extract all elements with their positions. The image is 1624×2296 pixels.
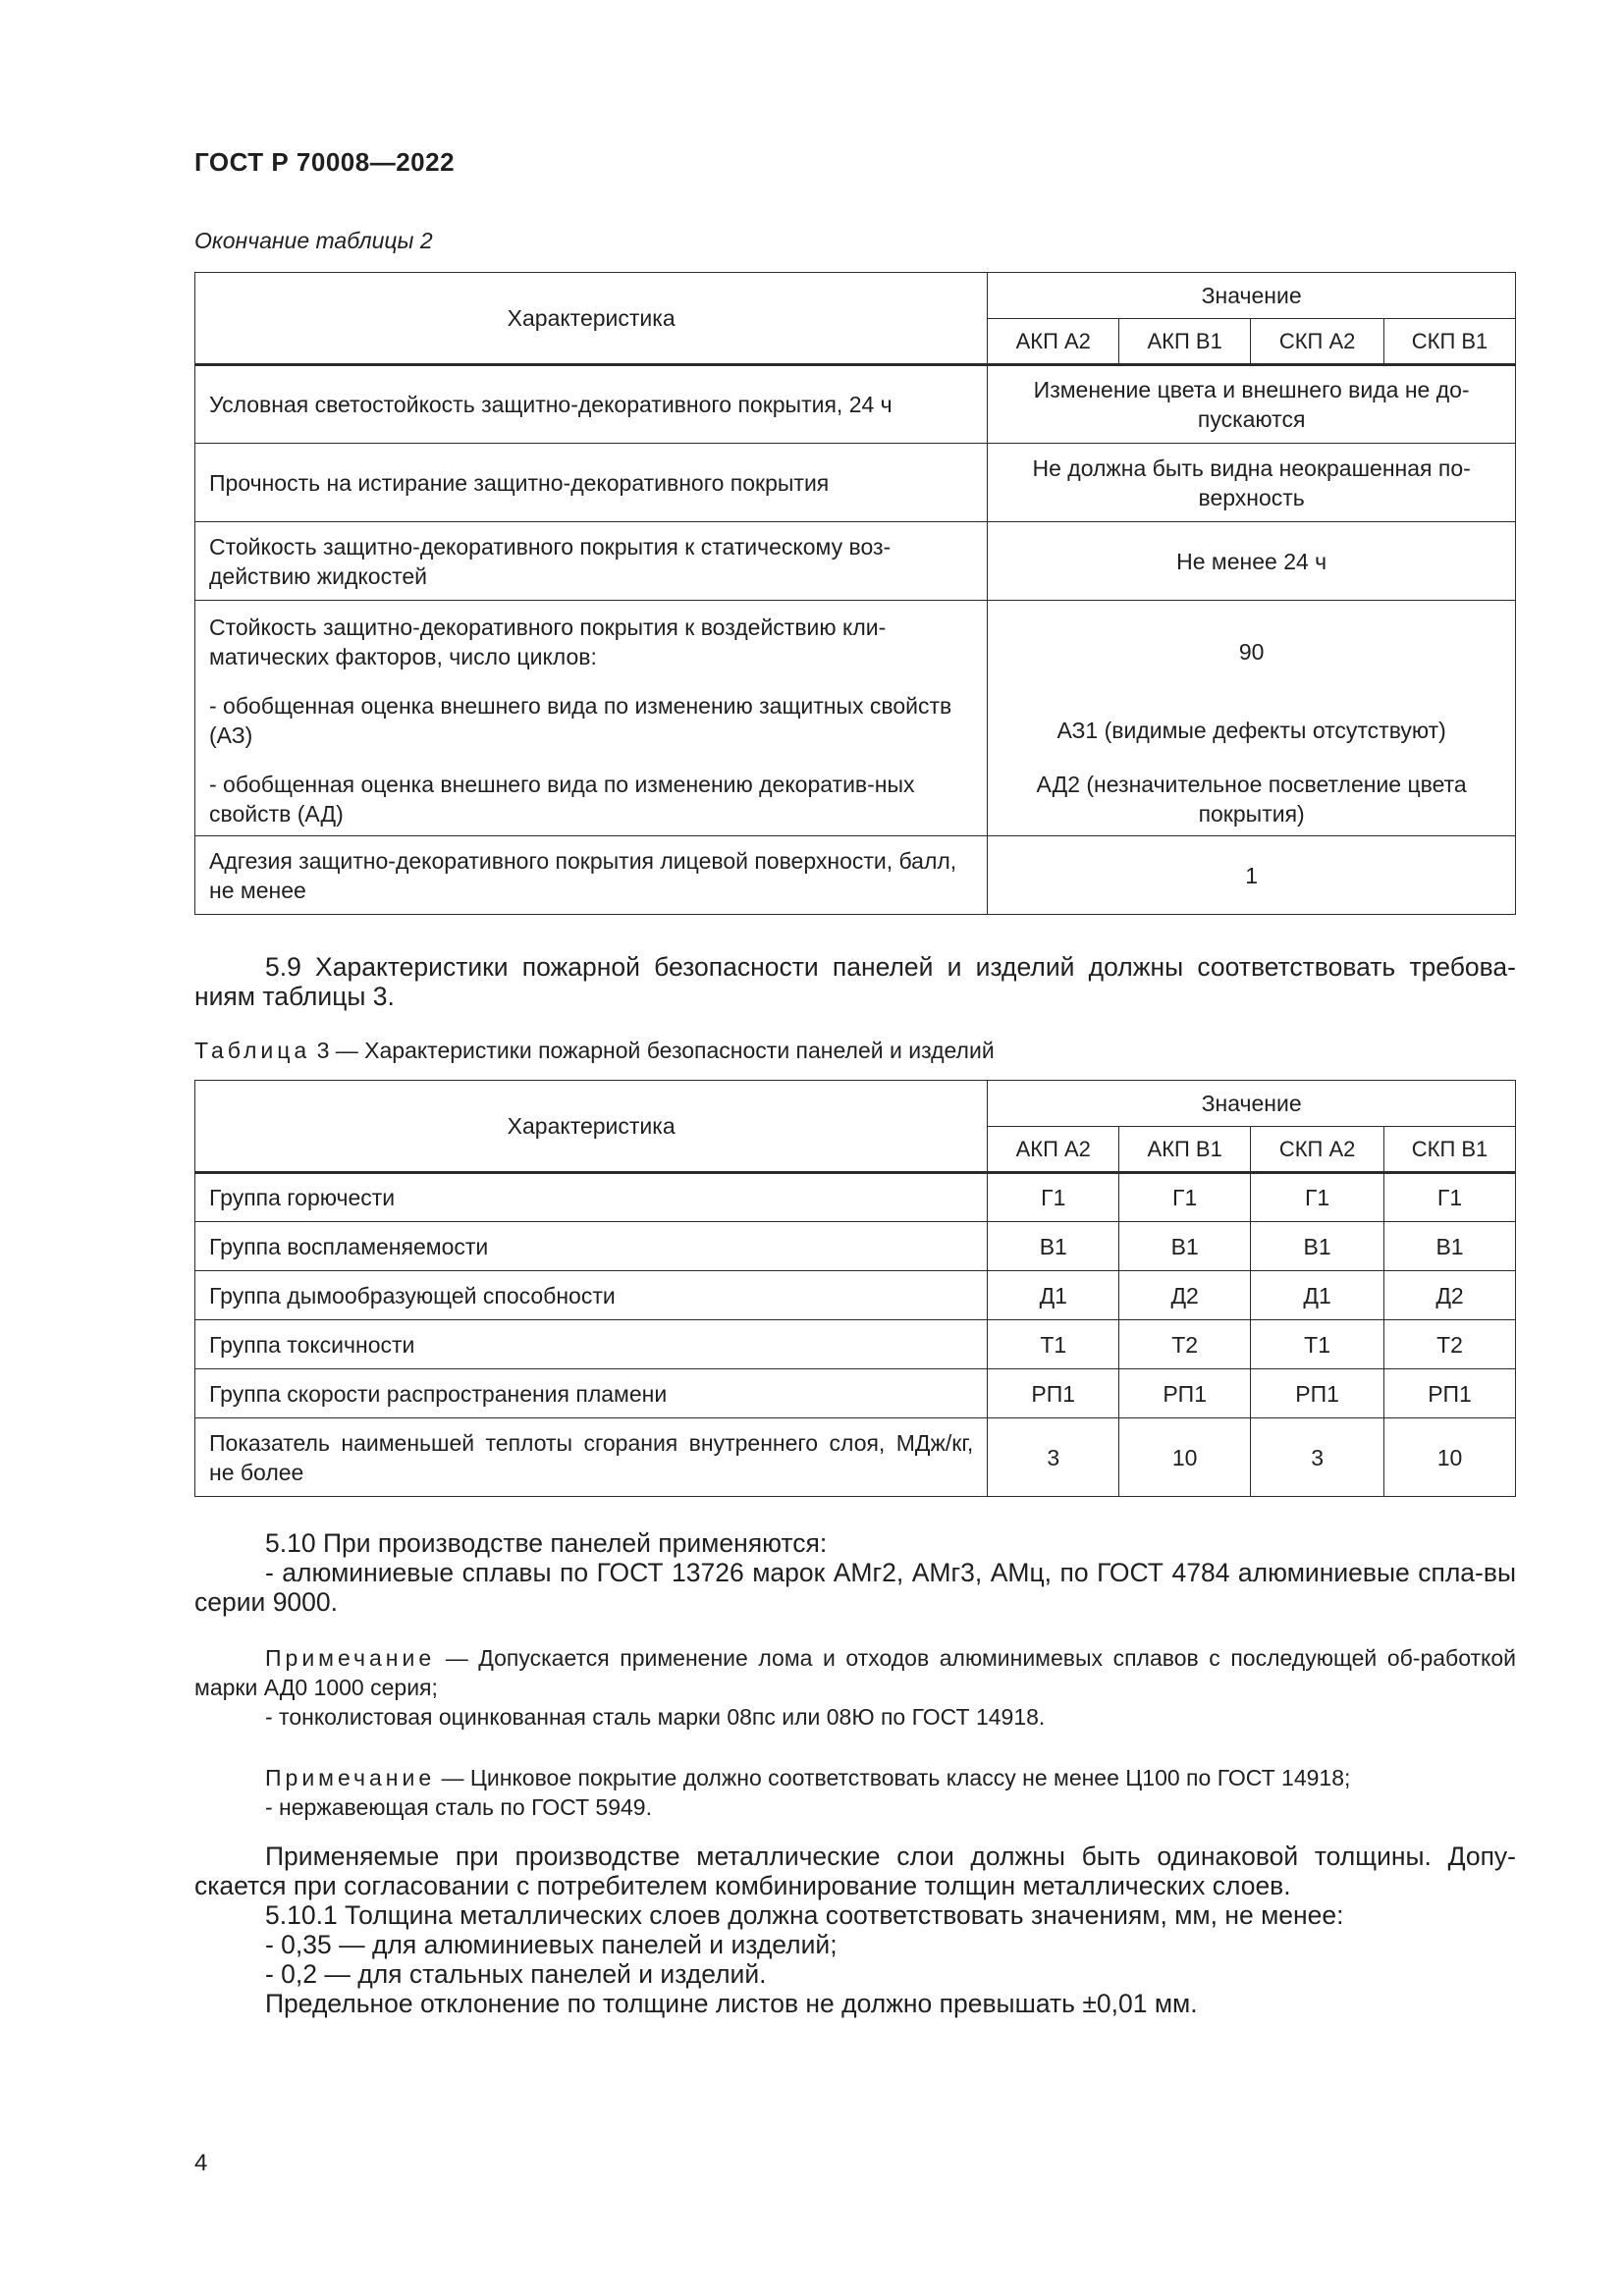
table3-value-cell: Г1 [1384,1173,1516,1222]
paragraph-5-10 [194,1528,1516,1617]
table3-value-cell: В1 [988,1222,1119,1271]
table-row [195,836,1516,915]
table3-header-value: Значение [988,1081,1516,1127]
table2-value-cell: Изменение цвета и внешнего вида не до-пускаются [988,365,1516,444]
table3-value-cell: Д2 [1384,1271,1516,1320]
table2-subcol: АКП А2 [988,319,1119,365]
table2-value-sub: АЗ1 (видимые дефекты отсутствуют) [1056,718,1446,743]
table-row [195,1271,1516,1320]
table2-value-cell: Не менее 24 ч [988,522,1516,601]
table3-caption-label: Таблица [194,1038,311,1063]
table3-value-cell: Г1 [1251,1173,1384,1222]
table2-subcol: АКП В1 [1119,319,1251,365]
table3-char-cell: Группа токсичности [195,1320,988,1369]
table3-value-cell: В1 [1251,1222,1384,1271]
table-row [195,601,1516,836]
paragraph-5-10-line: - алюминиевые сплавы по ГОСТ 13726 марок АМг2, АМг3, АМц, по ГОСТ 4784 алюминиевые спла-вы серии 9000. [194,1558,1516,1617]
table3-value-cell: Д1 [1251,1271,1384,1320]
note-1-line: - тонколистовая оцинкованная сталь марки 08пс или 08Ю по ГОСТ 14918. [265,1704,1046,1730]
table3-caption [194,1038,995,1064]
table3 [194,1080,1516,1497]
table3-caption-text: 3 — Характеристики пожарной безопасности панелей и изделий [316,1038,995,1063]
table2-char-sub: - обобщенная оценка внешнего вида по изменению декоратив-ных свойств (АД) [209,772,915,827]
table2-char-main: Стойкость защитно-декоративного покрытия к воздействию кли-матических факторов, число циклов: [209,614,887,669]
table2-char-cell: Адгезия защитно-декоративного покрытия лицевой поверхности, балл, не менее [195,836,988,915]
table3-value-cell: РП1 [988,1369,1119,1418]
table-row [195,444,1516,522]
table2-char-cell: Прочность на истирание защитно-декоративного покрытия [195,444,988,522]
table2-value-sub: АД2 (незначительное посветление цвета покрытия) [1036,772,1467,827]
note-2 [194,1763,1516,1822]
table3-value-cell: 3 [1251,1418,1384,1497]
table3-char-cell: Показатель наименьшей теплоты сгорания внутреннего слоя, МДж/кг, не более [195,1418,988,1497]
table3-value-cell: РП1 [1251,1369,1384,1418]
table-row [195,1173,1516,1222]
table2-char-sub: - обобщенная оценка внешнего вида по изменению защитных свойств (АЗ) [209,693,952,748]
table3-value-cell: Т2 [1384,1320,1516,1369]
note-1-label: Примечание [265,1645,436,1671]
table2-subcol: СКП В1 [1384,319,1516,365]
table3-char-cell: Группа скорости распространения пламени [195,1369,988,1418]
note-2-line: - нержавеющая сталь по ГОСТ 5949. [265,1794,652,1820]
table3-value-cell: Т1 [1251,1320,1384,1369]
table3-char-cell: Группа воспламеняемости [195,1222,988,1271]
table3-header-characteristic: Характеристика [195,1081,988,1173]
table-row [195,1320,1516,1369]
table2-char-cell: Условная светостойкость защитно-декоративного покрытия, 24 ч [195,365,988,444]
table3-value-cell: 10 [1119,1418,1251,1497]
note-1-body: — Допускается применение лома и отходов алюминимевых сплавов с последующей об-работкой марки АД0 1000 серия; [194,1645,1516,1700]
paragraph-5-10-1-line: Предельное отклонение по толщине листов не должно превышать ±0,01 мм. [265,1989,1198,2018]
table3-char-cell: Группа дымообразующей способности [195,1271,988,1320]
paragraph-5-10-1 [194,1900,1516,2018]
table-row [195,522,1516,601]
table-row [195,365,1516,444]
table2-header-value: Значение [988,273,1516,319]
paragraph-5-10-1-line: - 0,35 — для алюминиевых панелей и изделий; [265,1930,838,1959]
table2-value-cell [988,601,1516,836]
table-row [195,1369,1516,1418]
paragraph-metal-layers: Применяемые при производстве металлические слои должны быть одинаковой толщины. Допу-скается при согласовании с потребителем комбинирование толщин металлических слоев. [194,1842,1516,1900]
table3-value-cell: В1 [1119,1222,1251,1271]
table3-value-cell: РП1 [1384,1369,1516,1418]
note-2-text [194,1763,1516,1792]
table3-subcol: АКП А2 [988,1127,1119,1173]
table2-value-cell: 1 [988,836,1516,915]
paragraph-5-10-line: 5.10 При производстве панелей применяются: [265,1528,828,1558]
note-2-label: Примечание [265,1765,436,1790]
document-number: ГОСТ Р 70008—2022 [194,147,456,177]
note-1 [194,1643,1516,1732]
table2-value-cell: Не должна быть видна неокрашенная по-верхность [988,444,1516,522]
table2-subcol: СКП А2 [1251,319,1384,365]
table2-header-characteristic: Характеристика [195,273,988,365]
table3-subcol: АКП В1 [1119,1127,1251,1173]
table3-value-cell: В1 [1384,1222,1516,1271]
table3-value-cell: Г1 [988,1173,1119,1222]
paragraph-5-10-1-line: 5.10.1 Толщина металлических слоев должна соответствовать значениям, мм, не менее: [265,1900,1344,1930]
table3-subcol: СКП А2 [1251,1127,1384,1173]
table3-subcol: СКП В1 [1384,1127,1516,1173]
paragraph-5-9: 5.9 Характеристики пожарной безопасности панелей и изделий должны соответствовать требова-ниям таблицы 3. [194,952,1516,1011]
paragraph-5-10-1-line: - 0,2 — для стальных панелей и изделий. [265,1959,767,1989]
table3-value-cell: Т1 [988,1320,1119,1369]
table2-char-cell: Стойкость защитно-декоративного покрытия к статическому воз-действию жидкостей [195,522,988,601]
table-row [195,1222,1516,1271]
table3-value-cell: Д1 [988,1271,1119,1320]
table3-char-cell: Группа горючести [195,1173,988,1222]
table3-value-cell: Д2 [1119,1271,1251,1320]
table2-char-cell [195,601,988,836]
table3-value-cell: Г1 [1119,1173,1251,1222]
page-number: 4 [194,2150,208,2176]
table2-caption: Окончание таблицы 2 [194,228,433,253]
table-row [195,1418,1516,1497]
note-1-text [194,1643,1516,1702]
table3-value-cell: 3 [988,1418,1119,1497]
table3-value-cell: РП1 [1119,1369,1251,1418]
table2-value-main: 90 [1238,639,1265,665]
table2 [194,272,1516,915]
note-2-body: — Цинковое покрытие должно соответствовать классу не менее Ц100 по ГОСТ 14918; [435,1765,1351,1790]
table3-value-cell: 10 [1384,1418,1516,1497]
table3-value-cell: Т2 [1119,1320,1251,1369]
